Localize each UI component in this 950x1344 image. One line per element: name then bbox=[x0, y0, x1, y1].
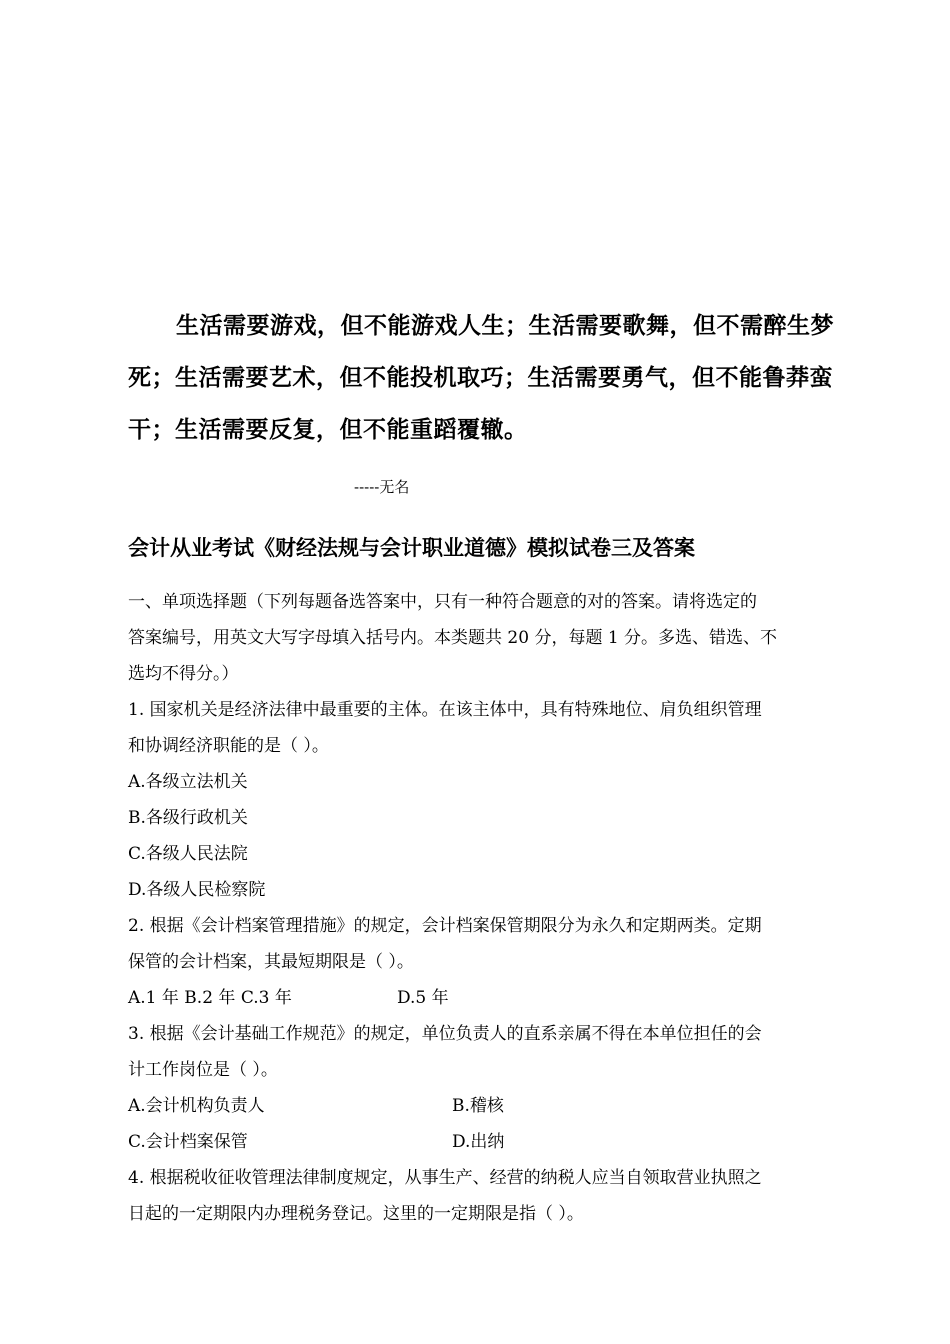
question-1-text: 1. 国家机关是经济法律中最重要的主体。在该主体中，具有特殊地位、肩负组织管理 bbox=[128, 700, 762, 720]
question-1-text: 和协调经济职能的是（ ）。 bbox=[128, 736, 329, 756]
question-3-option-d: D.出纳 bbox=[452, 1132, 505, 1152]
motto-quote: 生活需要游戏，但不能游戏人生；生活需要歌舞，但不需醉生梦死；生活需要艺术，但不能投机取巧；生活需要勇气，但不能鲁莽蛮干；生活需要反复，但不能重蹈覆辙。 bbox=[128, 313, 834, 443]
question-1-option-c: C.各级人民法院 bbox=[128, 844, 248, 864]
question-2-options: A.1 年 B.2 年 C.3 年 bbox=[128, 988, 292, 1008]
question-2-text: 2. 根据《会计档案管理措施》的规定，会计档案保管期限分为永久和定期两类。定期 bbox=[128, 916, 762, 936]
section-instruction-line: 选均不得分。） bbox=[128, 664, 239, 684]
motto-author: -----无名 bbox=[354, 478, 410, 496]
section-instruction-line: 答案编号，用英文大写字母填入括号内。本类题共 20 分，每题 1 分。多选、错选、不 bbox=[128, 628, 778, 648]
question-3-option-a: A.会计机构负责人 bbox=[128, 1096, 265, 1116]
question-4-text: 4. 根据税收征收管理法律制度规定，从事生产、经营的纳税人应当自领取营业执照之 bbox=[128, 1168, 762, 1188]
document-title: 会计从业考试《财经法规与会计职业道德》模拟试卷三及答案 bbox=[128, 535, 695, 560]
question-1-option-d: D.各级人民检察院 bbox=[128, 880, 266, 900]
question-3-text: 3. 根据《会计基础工作规范》的规定，单位负责人的直系亲属不得在本单位担任的会 bbox=[128, 1024, 762, 1044]
question-3-option-c: C.会计档案保管 bbox=[128, 1132, 248, 1152]
question-3-option-b: B.稽核 bbox=[452, 1096, 504, 1116]
question-2-text: 保管的会计档案，其最短期限是（ ）。 bbox=[128, 952, 414, 972]
question-3-text: 计工作岗位是（ ）。 bbox=[128, 1060, 278, 1080]
question-1-option-b: B.各级行政机关 bbox=[128, 808, 248, 828]
section-instruction-line: 一、单项选择题（下列每题备选答案中，只有一种符合题意的对的答案。请将选定的 bbox=[128, 592, 757, 612]
question-2-option-d: D.5 年 bbox=[397, 988, 449, 1008]
question-1-option-a: A.各级立法机关 bbox=[128, 772, 248, 792]
question-4-text: 日起的一定期限内办理税务登记。这里的一定期限是指（ ）。 bbox=[128, 1204, 584, 1224]
